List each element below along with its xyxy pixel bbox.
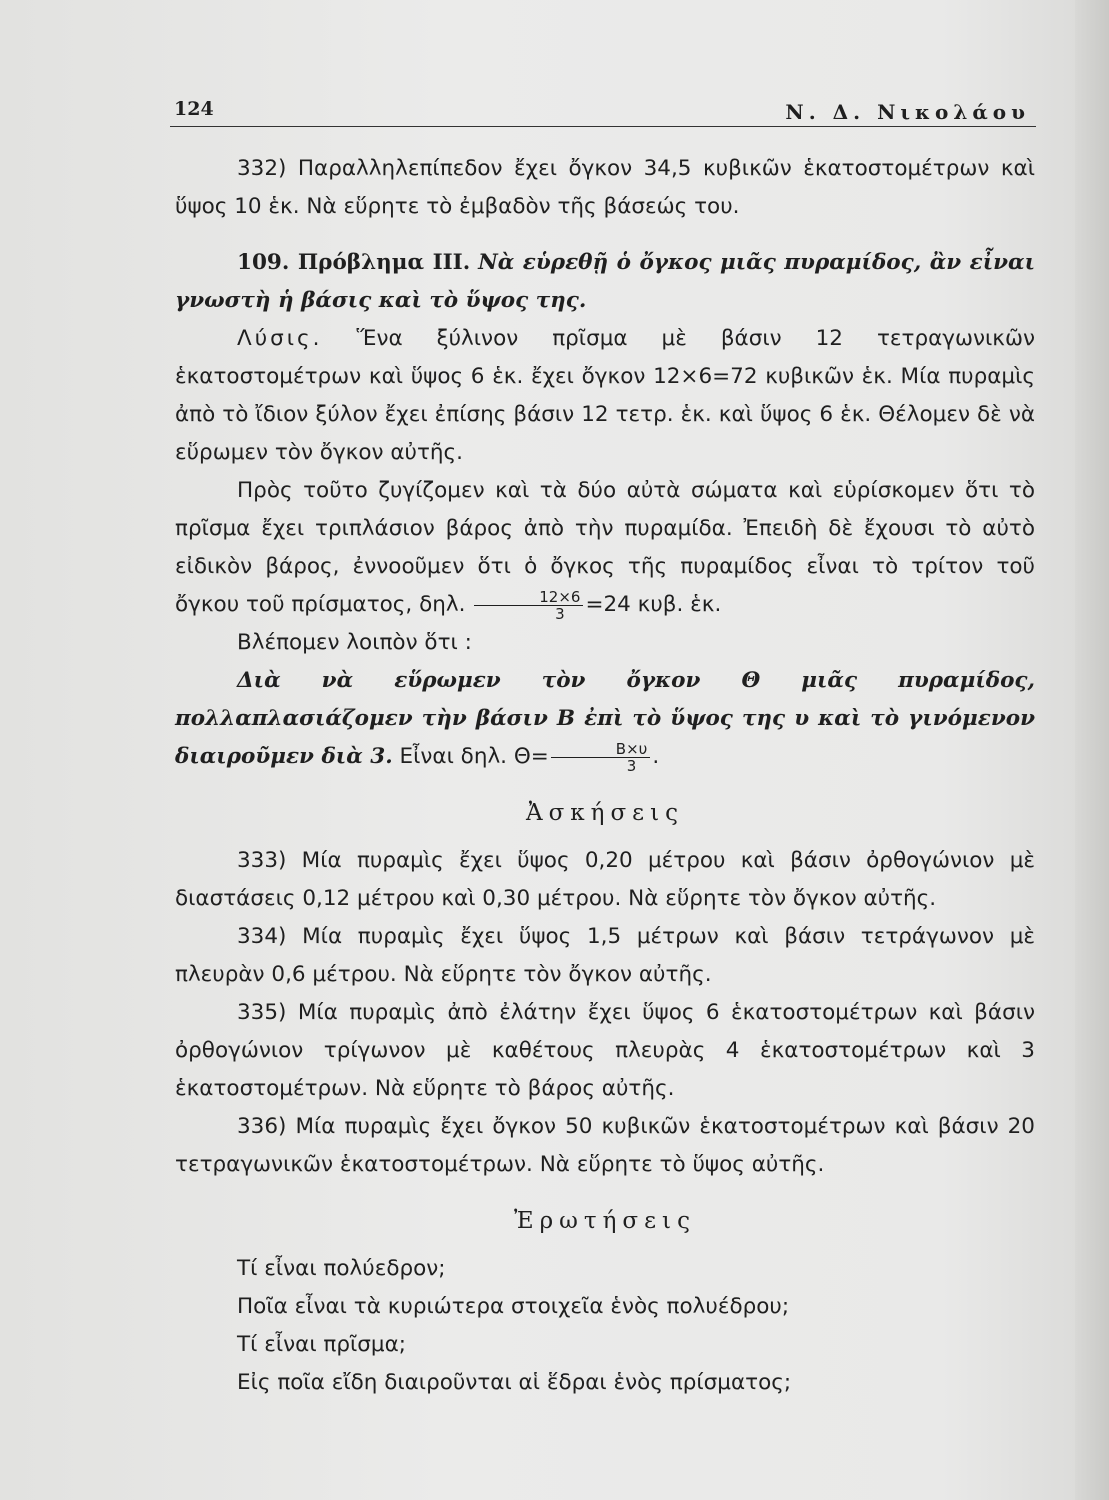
formula-suffix: . <box>652 744 660 769</box>
exercises-heading: Ἀσκήσεις <box>526 800 684 826</box>
exercises-list <box>175 842 1035 1184</box>
rule-paragraph <box>175 662 1035 776</box>
exercise-334: 334) Μία πυραμὶς ἔχει ὕψος 1,5 μέτρων καὶ βάσιν τετράγωνον μὲ πλευρὰν 0,6 μέτρου. Νὰ εὕρητε τὸν ὄγκον αὐτῆς. <box>175 924 1035 987</box>
running-head: Ν. Δ. Νικολάου <box>785 100 1030 124</box>
conclusion-intro: Βλέπομεν λοιπὸν ὅτι : <box>237 630 472 655</box>
weighing-paragraph <box>175 472 1035 624</box>
exercise-332: 332) Παραλληλεπίπεδον ἔχει ὄγκον 34,5 κυβικῶν ἑκατοστομέτρων καὶ ὕψος 10 ἑκ. Νὰ εὕρητε τὸ ἐμβαδὸν τῆς βάσεώς του. <box>175 156 1035 219</box>
solution-paragraph <box>175 320 1035 472</box>
question-3: Τί εἶναι πρῖσμα; <box>237 1332 407 1357</box>
solution-text: Ἕνα ξύλινον πρῖσμα μὲ βάσιν 12 τετραγωνικῶν ἑκατοστομέτρων καὶ ὕψος 6 ἑκ. ἔχει ὄγκον 12×6=72 κυβικῶν ἑκ. Μία πυραμὶς ἀπὸ τὸ ἴδιον ξύλον ἔχει ἐπίσης βάσιν 12 τετρ. ἑκ. καὶ ὕψος 6 ἑκ. Θέλομεν δὲ νὰ εὕρωμεν τὸν ὄγκον αὐτῆς. <box>175 326 1035 465</box>
question-1: Τί εἶναι πολύεδρον; <box>237 1256 446 1281</box>
page-body <box>175 150 1035 1402</box>
fraction-volume-denominator: 3 <box>555 604 565 623</box>
question-2: Ποῖα εἶναι τὰ κυριώτερα στοιχεῖα ἑνὸς πολυέδρου; <box>237 1294 790 1319</box>
exercise-336: 336) Μία πυραμὶς ἔχει ὄγκον 50 κυβικῶν ἑκατοστομέτρων καὶ βάσιν 20 τετραγωνικῶν ἑκατοστομέτρων. Νὰ εὕρητε τὸ ὕψος αὐτῆς. <box>175 1114 1035 1177</box>
questions-list <box>175 1250 1035 1402</box>
fraction-volume <box>474 589 583 622</box>
fraction-volume-result: =24 κυβ. ἑκ. <box>585 592 722 617</box>
exercise-335: 335) Μία πυραμὶς ἀπὸ ἐλάτην ἔχει ὕψος 6 ἑκατοστομέτρων καὶ βάσιν ὀρθογώνιον τρίγωνον μὲ καθέτους πλευρὰς 4 ἑκατοστομέτρων καὶ 3 ἑκατοστομέτρων. Νὰ εὕρητε τὸ βάρος αὐτῆς. <box>175 1000 1035 1101</box>
problem-number: 109. Πρόβλημα ΙΙΙ. <box>237 250 471 275</box>
fraction-formula-numerator: Β×υ <box>551 741 651 758</box>
problem-title: Νὰ εὑρεθῇ ὁ ὄγκος μιᾶς πυραμίδος, ἂν εἶναι γνωστὴ ἡ βάσις καὶ τὸ ὕψος της. <box>175 250 1035 313</box>
problem-statement <box>175 244 1035 320</box>
weighing-text: Πρὸς τοῦτο ζυγίζομεν καὶ τὰ δύο αὐτὰ σώματα καὶ εὑρίσκομεν ὅτι τὸ πρῖσμα ἔχει τριπλάσιον βάρος ἀπὸ τὴν πυραμίδα. Ἐπειδὴ δὲ ἔχουσι τὸ αὐτὸ εἰδικὸν βάρος, ἐννοοῦμεν ὅτι ὁ ὄγκος τῆς πυραμίδος εἶναι τὸ τρίτον τοῦ ὄγκου τοῦ πρίσματος, δηλ. <box>175 478 1035 617</box>
page-header <box>170 98 1036 127</box>
fraction-formula <box>551 741 651 774</box>
fraction-volume-numerator: 12×6 <box>474 589 583 606</box>
question-4: Εἰς ποῖα εἴδη διαιροῦνται αἱ ἕδραι ἑνὸς πρίσματος; <box>237 1370 792 1395</box>
solution-label: Λύσις. <box>237 326 323 351</box>
page-number: 124 <box>174 98 214 120</box>
formula-prefix: Εἶναι δηλ. Θ= <box>399 744 549 769</box>
exercise-333: 333) Μία πυραμὶς ἔχει ὕψος 0,20 μέτρου καὶ βάσιν ὀρθογώνιον μὲ διαστάσεις 0,12 μέτρου καὶ 0,30 μέτρου. Νὰ εὕρητε τὸν ὄγκον αὐτῆς. <box>175 848 1035 911</box>
fraction-formula-denominator: 3 <box>626 756 637 775</box>
questions-heading: Ἐρωτήσεις <box>514 1208 696 1234</box>
pyramid-volume-rule: Διὰ νὰ εὕρωμεν τὸν ὄγκον Θ μιᾶς πυραμίδος, πολλαπλασιάζομεν τὴν βάσιν Β ἐπὶ τὸ ὕψος της υ καὶ τὸ γινόμενον διαιροῦμεν διὰ 3. <box>175 668 1035 769</box>
page-edge-shadow <box>1075 0 1109 1500</box>
